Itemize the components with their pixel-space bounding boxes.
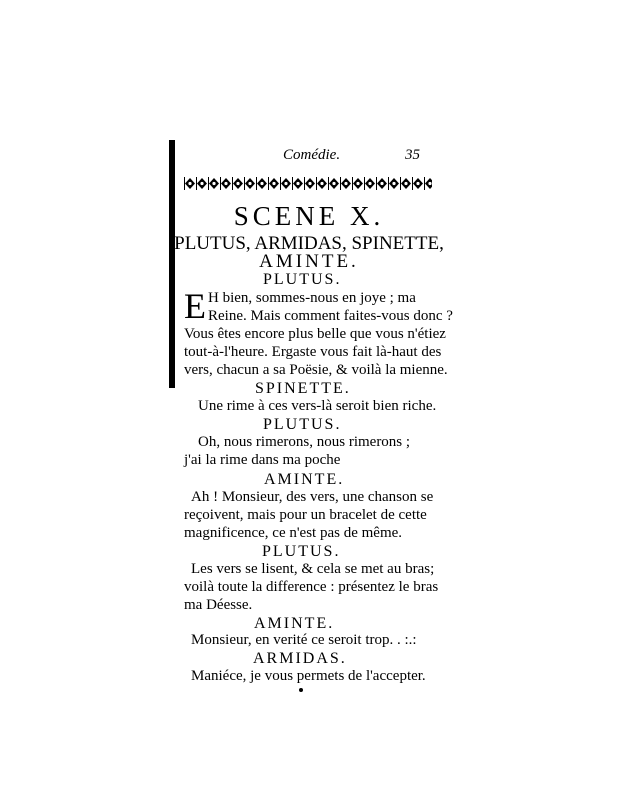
speaker-name: ARMIDAS.: [253, 650, 347, 667]
speaker-name: PLUTUS.: [263, 416, 342, 433]
speech-line: Reine. Mais comment faites-vous donc ?: [208, 308, 453, 324]
speech-line: ma Déesse.: [184, 597, 253, 613]
running-title: Comédie.: [283, 147, 341, 163]
speech-line: Une rime à ces vers-là seroit bien riche.: [198, 398, 437, 414]
scene-title: SCENE X.: [233, 201, 385, 231]
drop-cap: E: [184, 286, 206, 326]
speaker-name: PLUTUS.: [263, 271, 342, 288]
ornament-band: [184, 177, 432, 190]
speaker-name: AMINTE.: [254, 615, 335, 632]
speaker-name: AMINTE.: [264, 471, 345, 488]
speech-line: Oh, nous rimerons, nous rimerons ;: [198, 434, 411, 450]
speech-line: Ah ! Monsieur, des vers, une chanson se: [191, 489, 434, 505]
speaker-name: PLUTUS.: [262, 543, 341, 560]
speech-line: Les vers se lisent, & cela se met au bras;: [191, 561, 435, 577]
speech-line: Vous êtes encore plus belle que vous n'étiez: [184, 326, 446, 342]
speech-line: Maniéce, je vous permets de l'accepter.: [191, 668, 426, 684]
cast-list-continued: AMINTE.: [259, 251, 359, 272]
speaker-name: SPINETTE.: [255, 380, 351, 397]
speech-line: vers, chacun a sa Poësie, & voilà la mienne.: [184, 362, 448, 378]
speech-line: voilà toute la difference : présentez le bras: [184, 579, 439, 595]
speech-line: tout-à-l'heure. Ergaste vous fait là-haut des: [184, 344, 442, 360]
speech-line: Monsieur, en verité ce seroit trop. . :.:: [191, 632, 417, 648]
speech-line: magnificence, ce n'est pas de même.: [184, 525, 403, 541]
ink-dot: [299, 688, 303, 692]
speech-line: j'ai la rime dans ma poche: [184, 452, 341, 468]
speech-line: reçoivent, mais pour un bracelet de cette: [184, 507, 427, 523]
speech-line: H bien, sommes-nous en joye ; ma: [208, 290, 416, 306]
cast-list: PLUTUS, ARMIDAS, SPINETTE,: [174, 233, 444, 254]
page-number: 35: [405, 147, 420, 163]
